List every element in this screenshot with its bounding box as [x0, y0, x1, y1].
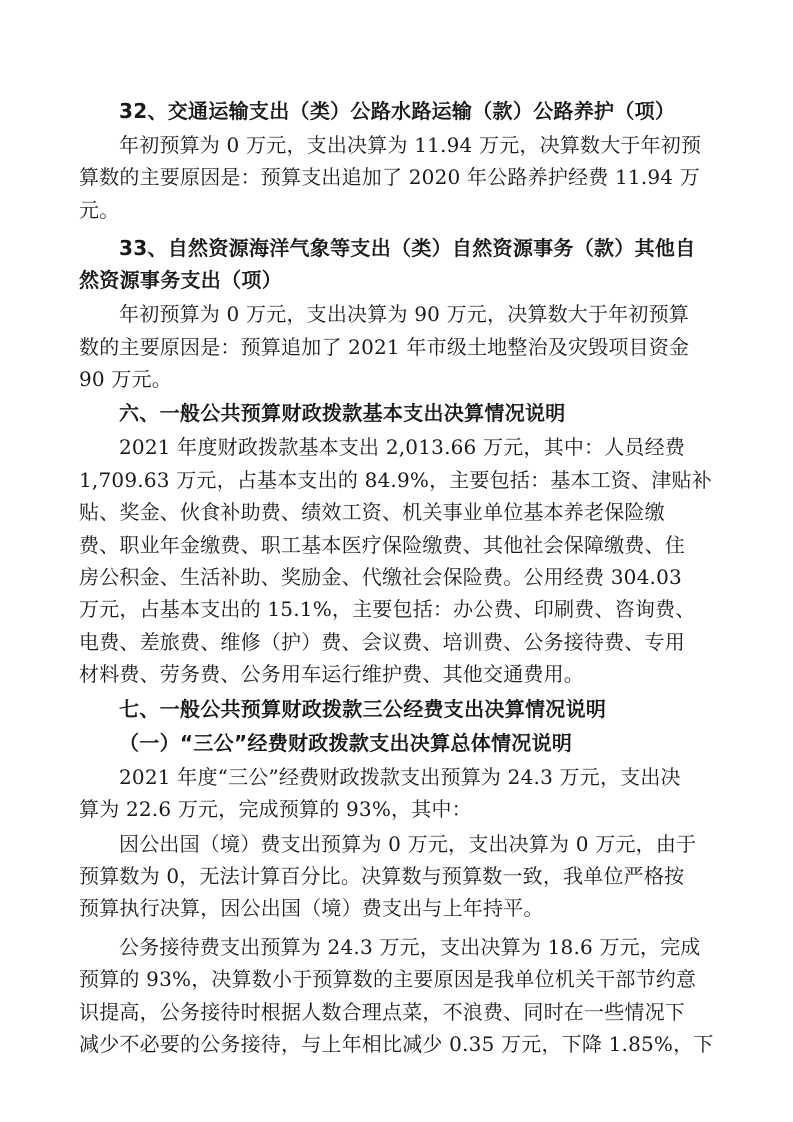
section-heading-three-public: 七、一般公共预算财政拨款三公经费支出决算情况说明 [119, 696, 607, 721]
paragraph-overseas-travel: 因公出国（境）费支出预算为 0 万元，支出决算为 0 万元，由于 预算数为 0，无法计算百分比。决算数与预算数一致，我单位严格按 预算执行决算，因公出国（境）费支出与上年持平。 [79, 831, 697, 921]
section-heading-32: 32、交通运输支出（类）公路水路运输（款）公路养护（项） [119, 99, 676, 123]
paragraph-three-public-overall: 2021 年度“三公”经费财政拨款支出预算为 24.3 万元，支出决 算为 22.6 万元，完成预算的 93%，其中： [79, 764, 681, 822]
document-page [79, 95, 725, 1060]
paragraph-natural-resources: 年初预算为 0 万元，支出决算为 90 万元，决算数大于年初预算 数的主要原因是：预算追加了 2021 年市级土地整治及灾毁项目资金 90 万元。 [79, 302, 690, 392]
paragraph-basic-expenditure: 2021 年度财政拨款基本支出 2,013.66 万元，其中：人员经费 1,709.63 万元，占基本支出的 84.9%，主要包括：基本工资、津贴补 贴、奖金、伙食补助费、绩效工资、机关事业单位基本养老保险缴 费、职业年金缴费、职工基本医疗保险缴费、其他社会保障缴费、住 房公积金、生活补助、奖励金、代缴社会保险费。公用经费 304.03 万元，占基本支出的 15.1%，主要包括：办公费、印刷费、咨询费、 电费、差旅费、维修（护）费、会议费、培训费、公务接待费、专用 材料费、劳务费、公务用车运行维护费、其他交通费用。 [79, 435, 712, 687]
paragraph-official-reception: 公务接待费支出预算为 24.3 万元，支出决算为 18.6 万元，完成 预算的 93%，决算数小于预算数的主要原因是我单位机关干部节约意 识提高，公务接待时根据人数合理点菜，不浪费、同时在一些情况下 减少不必要的公务接待，与上年相比减少 0.35 万元，下降 1.85%，下 [79, 934, 714, 1056]
subsection-heading-overall: （一）“三公”经费财政拨款支出决算总体情况说明 [119, 730, 573, 755]
section-heading-basic-expenditure: 六、一般公共预算财政拨款基本支出决算情况说明 [119, 401, 566, 426]
section-heading-33: 33、自然资源海洋气象等支出（类）自然资源事务（款）其他自 然资源事务支出（项） [79, 236, 696, 293]
paragraph-road-maintenance: 年初预算为 0 万元，支出决算为 11.94 万元，决算数大于年初预 算数的主要原因是：预算支出追加了 2020 年公路养护经费 11.94 万 元。 [79, 133, 702, 222]
